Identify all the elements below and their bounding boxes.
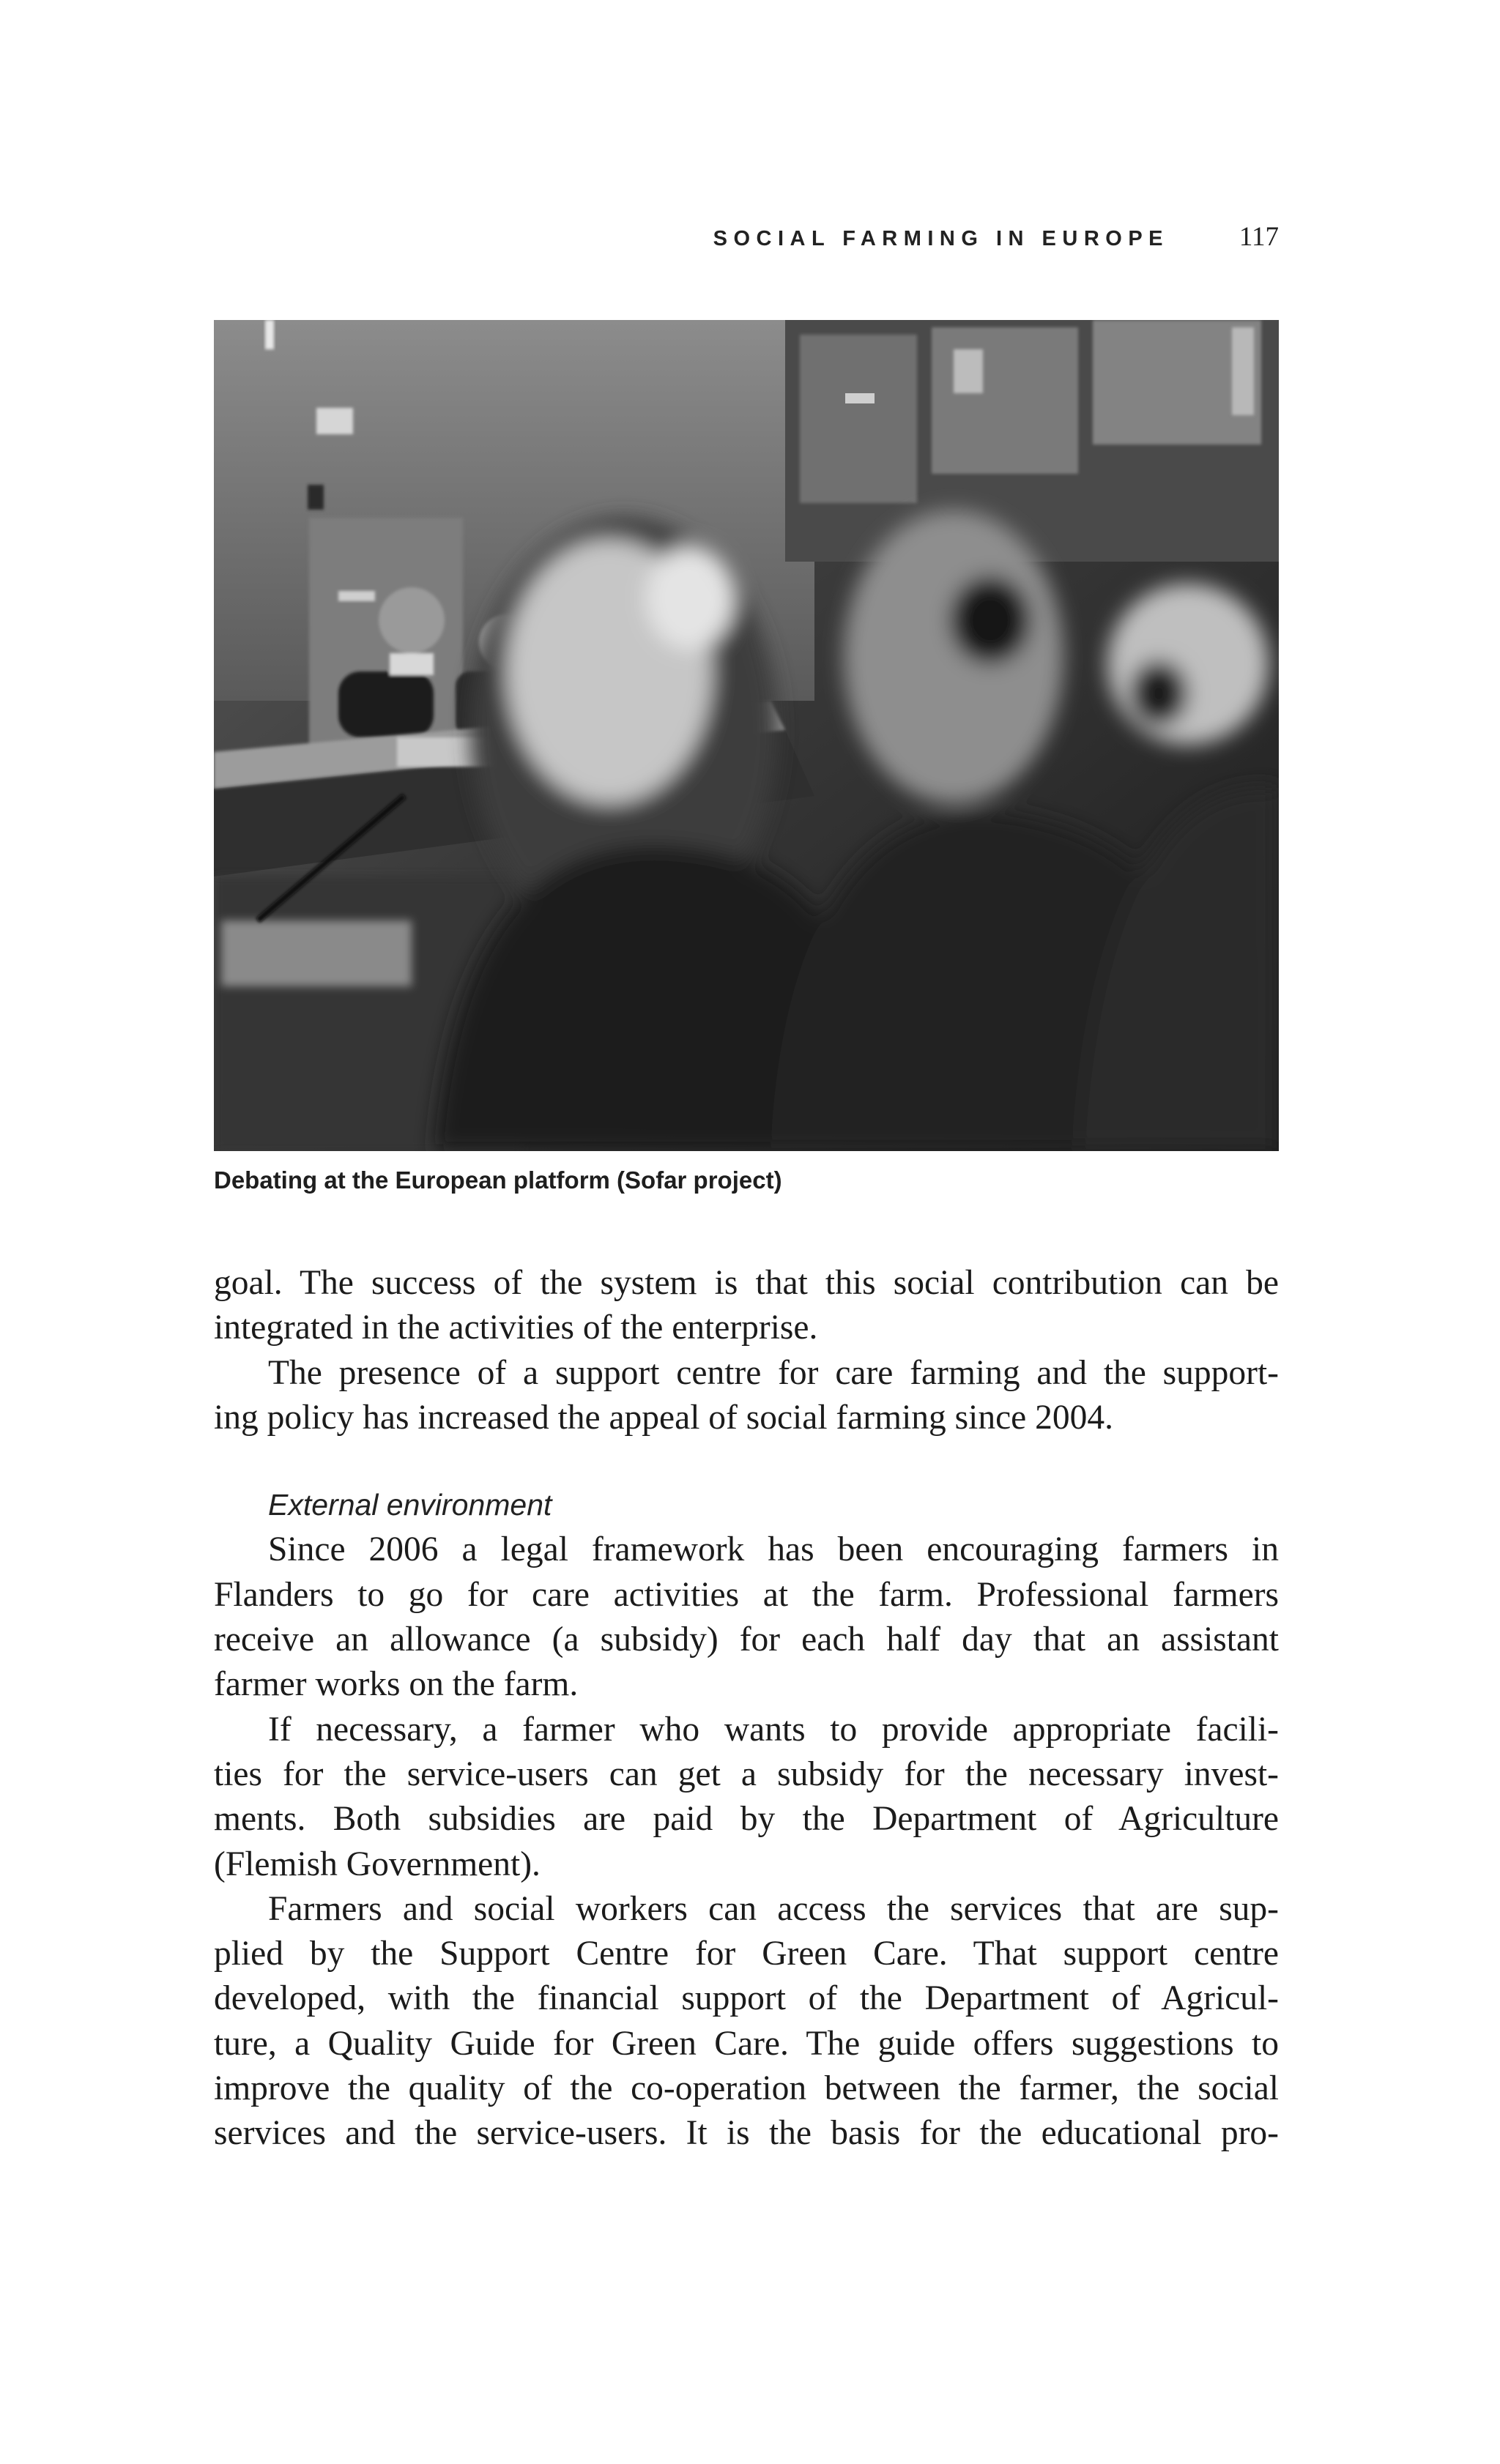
text-line: improve the quality of the co-operation between the farmer, the social: [214, 2069, 1279, 2108]
text-line: services and the service-users. It is the basis for the educational pro-: [214, 2114, 1279, 2153]
text-line: If necessary, a farmer who wants to provide appropriate facili-: [268, 1710, 1279, 1749]
text-line: Flanders to go for care activities at the farm. Professional farmers: [214, 1575, 1279, 1614]
text-line: farmer works on the farm.: [214, 1665, 579, 1704]
text-line: integrated in the activities of the enterprise.: [214, 1309, 818, 1347]
text-line: The presence of a support centre for care farming and the support-: [268, 1353, 1279, 1392]
section-gap: [214, 1440, 1279, 1483]
text-line: goal. The success of the system is that this social contribution can be: [214, 1264, 1279, 1302]
text-line: ture, a Quality Guide for Green Care. The guide offers suggestions to: [214, 2024, 1279, 2063]
text-line: plied by the Support Centre for Green Care. That support centre: [214, 1935, 1279, 1973]
section-subheading: External environment: [268, 1488, 552, 1522]
text-line: (Flemish Government).: [214, 1845, 541, 1883]
body-text: [214, 1261, 1279, 2156]
text-line: receive an allowance (a subsidy) for each half day that an assistant: [214, 1620, 1279, 1659]
running-title: SOCIAL FARMING IN EUROPE: [713, 227, 1169, 250]
running-head: [214, 221, 1279, 258]
text-line: Since 2006 a legal framework has been encouraging farmers in: [268, 1530, 1279, 1569]
text-line: developed, with the financial support of the Department of Agricul-: [214, 1979, 1279, 2018]
conference-photo: [214, 320, 1279, 1151]
text-line: ing policy has increased the appeal of social farming since 2004.: [214, 1398, 1113, 1437]
text-line: ties for the service-users can get a subsidy for the necessary invest-: [214, 1754, 1279, 1793]
figure-caption: Debating at the European platform (Sofar project): [214, 1166, 782, 1194]
text-line: ments. Both subsidies are paid by the Department of Agriculture: [214, 1800, 1279, 1839]
text-line: Farmers and social workers can access the services that are sup-: [268, 1889, 1279, 1928]
page-number: 117: [1239, 222, 1279, 252]
